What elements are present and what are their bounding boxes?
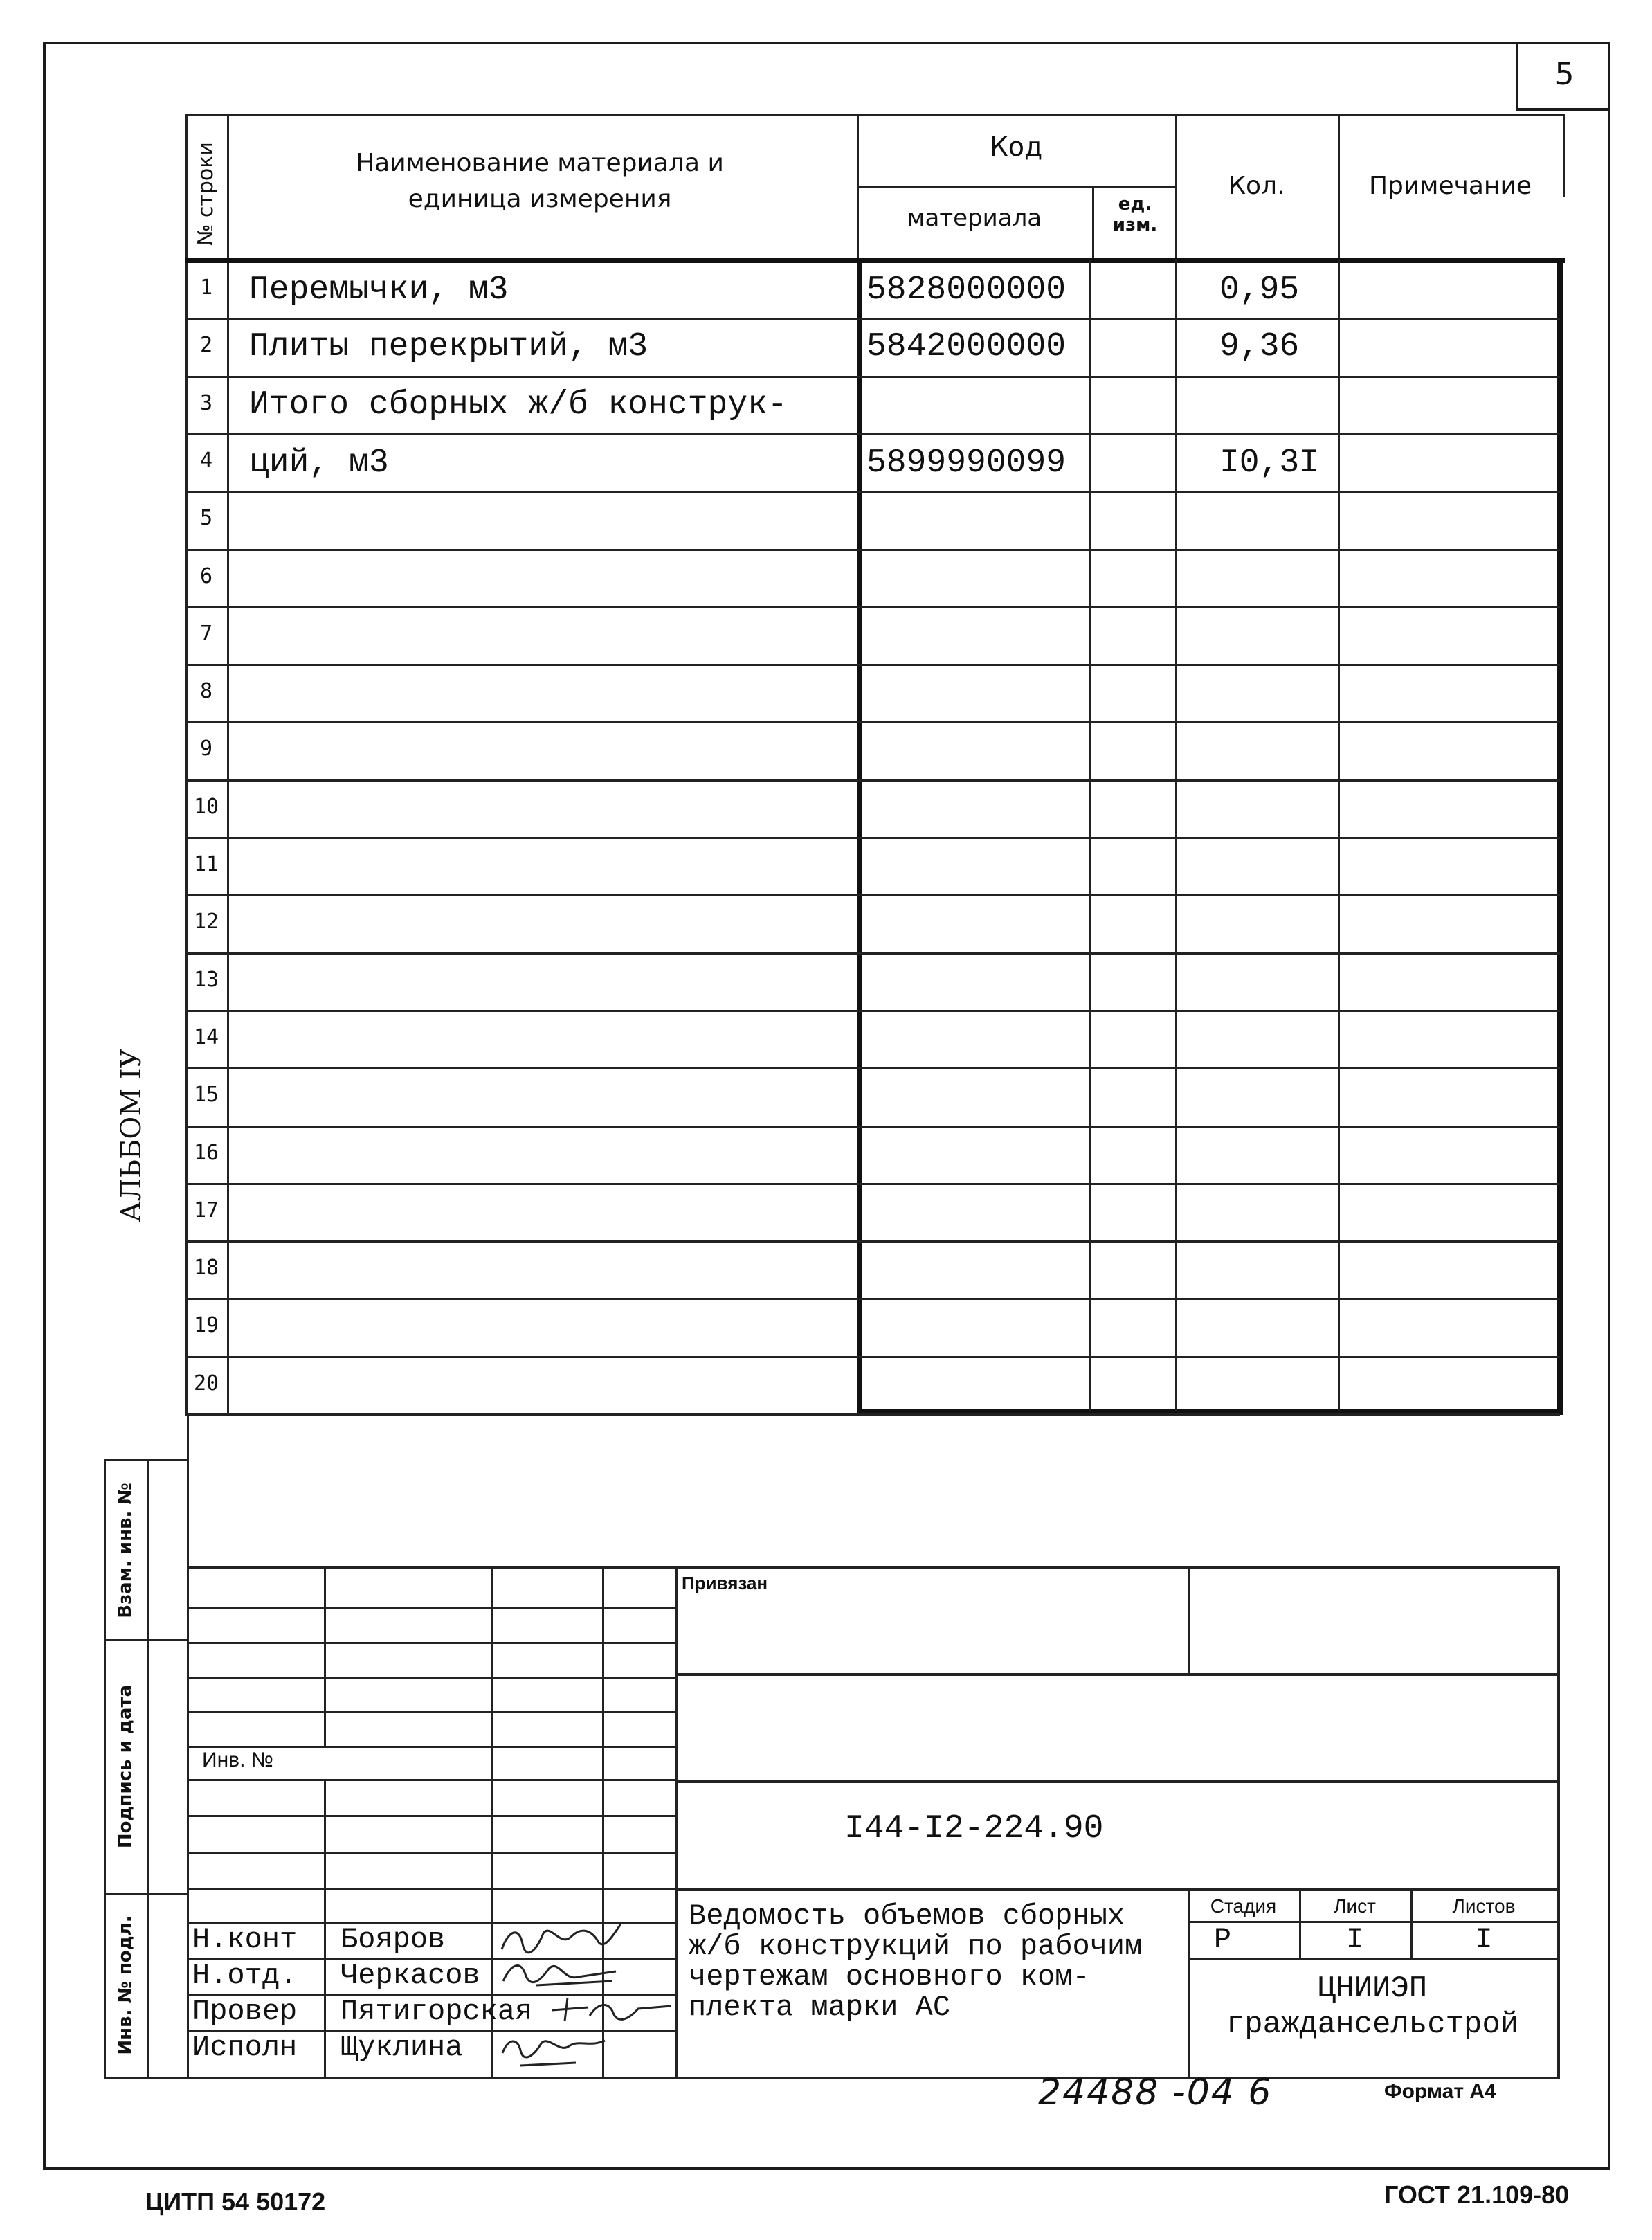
row-number: 17 xyxy=(193,1198,219,1222)
stamp-grid-line xyxy=(187,1815,675,1817)
row-2-name: Плиты перекрытий, м3 xyxy=(249,328,648,365)
row-separator xyxy=(185,1126,1560,1128)
row-number: 11 xyxy=(193,852,219,876)
row-separator xyxy=(185,664,1560,666)
format-label: Формат А4 xyxy=(1384,2080,1496,2103)
row-number: 7 xyxy=(199,622,213,646)
row-number: 3 xyxy=(199,391,213,415)
row-separator xyxy=(185,318,1560,320)
row-number: 8 xyxy=(199,679,213,703)
row-number: 10 xyxy=(193,795,219,819)
sheet-label: Лист xyxy=(1334,1895,1376,1917)
row-separator xyxy=(185,1356,1560,1358)
footer-gost: ГОСТ 21.109-80 xyxy=(1384,2180,1570,2209)
label-podpis-data: Подпись и дата xyxy=(115,1684,136,1849)
stamp-grid-line xyxy=(187,1711,675,1713)
header-unit: ед. изм. xyxy=(1112,194,1158,235)
stamp-grid-line xyxy=(187,1746,675,1748)
row-number: 1 xyxy=(199,276,213,300)
row-number: 18 xyxy=(193,1256,219,1280)
row-2-qty: 9,36 xyxy=(1219,328,1300,365)
row-separator xyxy=(185,549,1560,551)
row-number: 13 xyxy=(193,968,219,992)
row-separator xyxy=(185,894,1560,896)
role-3: Провер xyxy=(192,1995,298,2028)
row-number: 9 xyxy=(199,737,213,761)
inv-no-label: Инв. № xyxy=(202,1749,273,1771)
sheets-value: I xyxy=(1475,1923,1493,1956)
header-row-no: № строки xyxy=(194,142,218,246)
page-number: 5 xyxy=(1516,42,1610,111)
header-name: Наименование материала и единица измерения xyxy=(356,149,724,213)
org-line-2: граждансельстрой xyxy=(1226,2007,1519,2042)
signature-3 xyxy=(547,1989,678,2027)
org-line-1: ЦНИИЭП xyxy=(1317,1971,1428,2006)
stamp-grid-line xyxy=(187,1642,675,1644)
row-number: 4 xyxy=(199,449,213,473)
header-code: Код xyxy=(989,132,1043,162)
header-qty: Кол. xyxy=(1228,172,1285,200)
doc-title-line-3: чертежам основного ком- xyxy=(689,1960,1090,1994)
name-4: Щуклина xyxy=(341,2031,463,2064)
stamp-grid-line xyxy=(187,1607,675,1609)
row-3-name: Итого сборных ж/б конструк- xyxy=(249,386,788,424)
name-2: Черкасов xyxy=(341,1959,480,1992)
footer-left-code: ЦИТП 54 50172 xyxy=(145,2187,326,2216)
doc-title-line-1: Ведомость объемов сборных xyxy=(689,1899,1125,1933)
name-3: Пятигорская xyxy=(341,1995,533,2028)
row-separator xyxy=(185,721,1560,723)
stamp-grid-line xyxy=(187,1779,675,1781)
stage-label: Стадия xyxy=(1210,1895,1277,1917)
row-number: 20 xyxy=(193,1371,219,1396)
row-number: 12 xyxy=(193,910,219,934)
row-2-code: 5842000000 xyxy=(866,328,1066,365)
signature-2 xyxy=(495,1953,626,1991)
row-number: 2 xyxy=(199,333,213,357)
row-4-name: ций, м3 xyxy=(249,444,389,482)
row-separator xyxy=(185,779,1560,782)
row-separator xyxy=(185,1067,1560,1069)
row-number: 5 xyxy=(199,506,213,530)
row-4-qty: I0,3I xyxy=(1219,444,1320,482)
role-2: Н.отд. xyxy=(192,1959,298,1992)
document-code: I44-I2-224.90 xyxy=(844,1810,1104,1848)
row-separator xyxy=(185,1240,1560,1243)
stage-value: Р xyxy=(1213,1923,1232,1956)
row-1-name: Перемычки, м3 xyxy=(249,271,509,309)
signature-4 xyxy=(493,2025,617,2070)
sheets-label: Листов xyxy=(1452,1895,1516,1917)
label-vzam-inv: Взам. инв. № xyxy=(115,1483,136,1618)
row-1-code: 5828000000 xyxy=(866,271,1066,309)
row-separator xyxy=(185,1413,1560,1416)
row-separator xyxy=(185,491,1560,493)
row-separator xyxy=(185,952,1560,955)
label-inv-podl: Инв. № подл. xyxy=(115,1915,136,2055)
row-number: 19 xyxy=(193,1313,219,1337)
row-number: 16 xyxy=(193,1141,219,1165)
row-separator xyxy=(185,376,1560,378)
row-number: 6 xyxy=(199,564,213,588)
signature-1 xyxy=(495,1916,626,1958)
doc-title-line-2: ж/б конструкций по рабочим xyxy=(689,1930,1143,1963)
header-note: Примечание xyxy=(1368,172,1532,200)
row-separator xyxy=(185,1183,1560,1185)
album-label: АЛЬБОМ IУ xyxy=(116,1048,147,1222)
row-number: 14 xyxy=(193,1025,219,1049)
sheet-value: I xyxy=(1345,1923,1364,1956)
row-4-code: 5899990099 xyxy=(866,444,1066,482)
row-separator xyxy=(185,606,1560,608)
stamp-grid-line xyxy=(187,1852,675,1854)
row-1-qty: 0,95 xyxy=(1219,271,1300,309)
stamp-grid-line xyxy=(187,1888,675,1890)
privyazan-label: Привязан xyxy=(682,1573,768,1593)
doc-title-line-4: плекта марки АС xyxy=(689,1991,951,2024)
handwritten-number: 24488 -04 6 xyxy=(1038,2072,1273,2113)
row-number: 15 xyxy=(193,1083,219,1107)
row-separator xyxy=(185,837,1560,839)
row-separator xyxy=(185,1010,1560,1012)
row-separator xyxy=(185,1298,1560,1300)
role-4: Исполн xyxy=(192,2031,298,2064)
stamp-grid-line xyxy=(187,1677,675,1679)
header-material: материала xyxy=(907,204,1042,232)
role-1: Н.конт xyxy=(192,1923,298,1956)
row-separator xyxy=(185,433,1560,435)
name-1: Бояров xyxy=(341,1923,446,1956)
